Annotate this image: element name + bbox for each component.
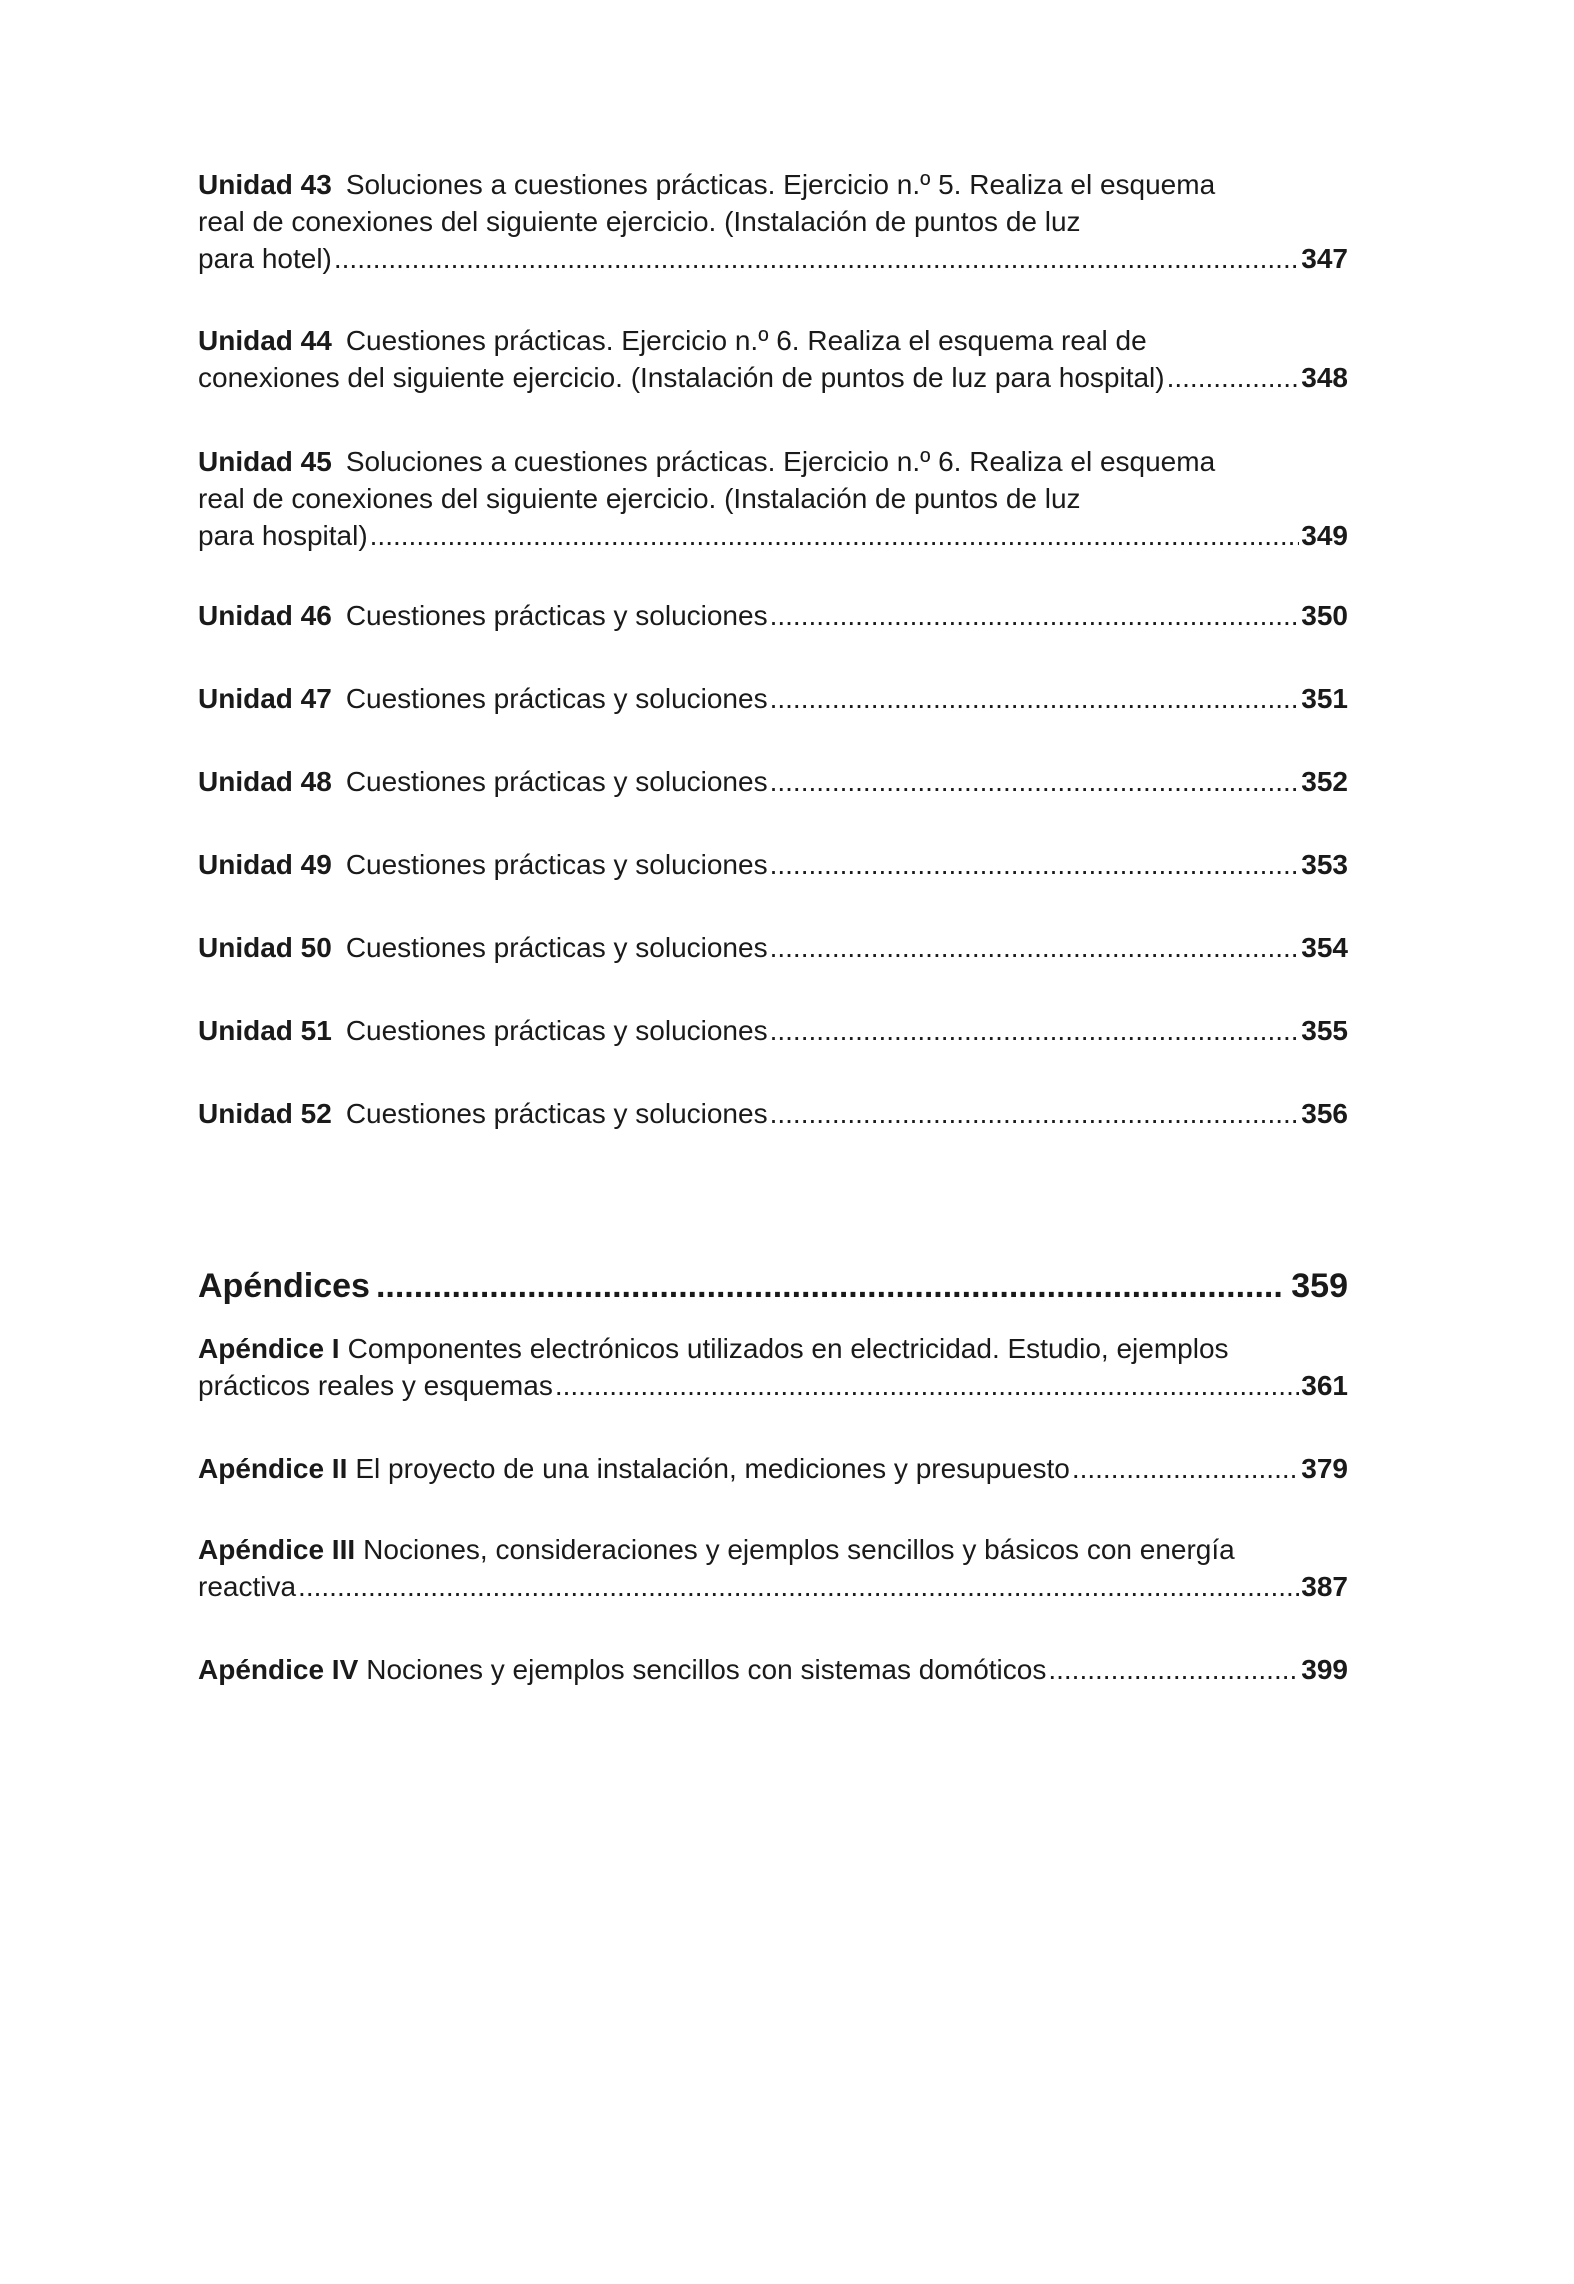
entry-text: Cuestiones prácticas. Ejercicio n.º 6. Realiza el esquema real de	[345, 325, 1147, 356]
toc-section-apendices[interactable]	[198, 1264, 1348, 1308]
page-number: 349	[1301, 520, 1348, 551]
dot-leader	[334, 240, 1299, 277]
page-number: 350	[1301, 600, 1348, 631]
page-number: 361	[1301, 1370, 1348, 1401]
dot-leader	[770, 597, 1300, 634]
entry-text: para hotel)	[198, 243, 332, 274]
entry-lead: Unidad 50	[198, 932, 332, 963]
toc-page	[198, 0, 1348, 2284]
entry-lead: Unidad 51	[198, 1015, 332, 1046]
entry-text: Soluciones a cuestiones prácticas. Ejercicio n.º 5. Realiza el esquema	[345, 169, 1216, 200]
entry-text: reactiva	[198, 1571, 297, 1602]
dot-leader	[770, 929, 1300, 966]
toc-entry-apendice-ii[interactable]	[198, 1450, 1348, 1487]
toc-entry-unidad-47[interactable]	[198, 680, 1348, 717]
entry-text: Cuestiones prácticas y soluciones	[345, 1015, 768, 1046]
entry-text: Cuestiones prácticas y soluciones	[345, 849, 768, 880]
toc-entry-apendice-i[interactable]	[198, 1330, 1348, 1404]
page-number: 352	[1301, 766, 1348, 797]
entry-text: real de conexiones del siguiente ejercicio. (Instalación de puntos de luz	[198, 206, 1081, 237]
toc-entry-apendice-iii[interactable]	[198, 1531, 1348, 1605]
entry-lead: Apéndice II	[198, 1453, 348, 1484]
page-number: 356	[1301, 1098, 1348, 1129]
entry-lead: Unidad 52	[198, 1098, 332, 1129]
page-number: 354	[1301, 932, 1348, 963]
entry-text: Cuestiones prácticas y soluciones	[345, 600, 768, 631]
page-number: 348	[1301, 362, 1348, 393]
entry-lead: Apéndice IV	[198, 1654, 359, 1685]
entry-text: El proyecto de una instalación, mediciones y presupuesto	[355, 1453, 1070, 1484]
dot-leader	[770, 1012, 1300, 1049]
entry-text: Nociones, consideraciones y ejemplos sencillos y básicos con energía	[363, 1534, 1235, 1565]
page-number: 359	[1291, 1267, 1348, 1305]
page-number: 379	[1301, 1453, 1348, 1484]
page-number: 347	[1301, 243, 1348, 274]
toc-entry-unidad-49[interactable]	[198, 846, 1348, 883]
entry-text: real de conexiones del siguiente ejercicio. (Instalación de puntos de luz	[198, 483, 1081, 514]
toc-entry-unidad-48[interactable]	[198, 763, 1348, 800]
entry-lead: Unidad 48	[198, 766, 332, 797]
page-number: 351	[1301, 683, 1348, 714]
section-title: Apéndices	[198, 1267, 370, 1305]
entry-text: conexiones del siguiente ejercicio. (Instalación de puntos de luz para hospital)	[198, 362, 1165, 393]
toc-entry-unidad-52[interactable]	[198, 1095, 1348, 1132]
entry-lead: Unidad 46	[198, 600, 332, 631]
toc-entry-unidad-50[interactable]	[198, 929, 1348, 966]
page-number: 399	[1301, 1654, 1348, 1685]
entry-lead: Apéndice III	[198, 1534, 356, 1565]
entry-text: para hospital)	[198, 520, 368, 551]
dot-leader	[376, 1264, 1285, 1308]
entry-text: Cuestiones prácticas y soluciones	[345, 766, 768, 797]
toc-entry-unidad-45[interactable]	[198, 443, 1348, 554]
dot-leader	[298, 1568, 1299, 1605]
entry-lead: Unidad 47	[198, 683, 332, 714]
entry-text: Nociones y ejemplos sencillos con sistemas domóticos	[366, 1654, 1047, 1685]
entry-text: Soluciones a cuestiones prácticas. Ejercicio n.º 6. Realiza el esquema	[345, 446, 1216, 477]
dot-leader	[555, 1367, 1299, 1404]
page-number: 387	[1301, 1571, 1348, 1602]
entry-text: Cuestiones prácticas y soluciones	[345, 1098, 768, 1129]
dot-leader	[770, 1095, 1300, 1132]
toc-entry-unidad-51[interactable]	[198, 1012, 1348, 1049]
toc-entry-unidad-46[interactable]	[198, 597, 1348, 634]
entry-lead: Apéndice I	[198, 1333, 340, 1364]
dot-leader	[1048, 1651, 1299, 1688]
entry-text: Cuestiones prácticas y soluciones	[345, 932, 768, 963]
toc-entry-unidad-44[interactable]	[198, 322, 1348, 396]
toc-entry-unidad-43[interactable]	[198, 166, 1348, 277]
page-number: 355	[1301, 1015, 1348, 1046]
entry-lead: Unidad 44	[198, 325, 332, 356]
dot-leader	[770, 680, 1300, 717]
page-number: 353	[1301, 849, 1348, 880]
entry-lead: Unidad 43	[198, 169, 332, 200]
toc-entry-apendice-iv[interactable]	[198, 1651, 1348, 1688]
dot-leader	[1072, 1450, 1299, 1487]
entry-text: Cuestiones prácticas y soluciones	[345, 683, 768, 714]
dot-leader	[770, 763, 1300, 800]
dot-leader	[370, 517, 1300, 554]
entry-lead: Unidad 45	[198, 446, 332, 477]
entry-text: prácticos reales y esquemas	[198, 1370, 553, 1401]
entry-lead: Unidad 49	[198, 849, 332, 880]
entry-text: Componentes electrónicos utilizados en electricidad. Estudio, ejemplos	[347, 1333, 1229, 1364]
dot-leader	[770, 846, 1300, 883]
dot-leader	[1167, 359, 1300, 396]
